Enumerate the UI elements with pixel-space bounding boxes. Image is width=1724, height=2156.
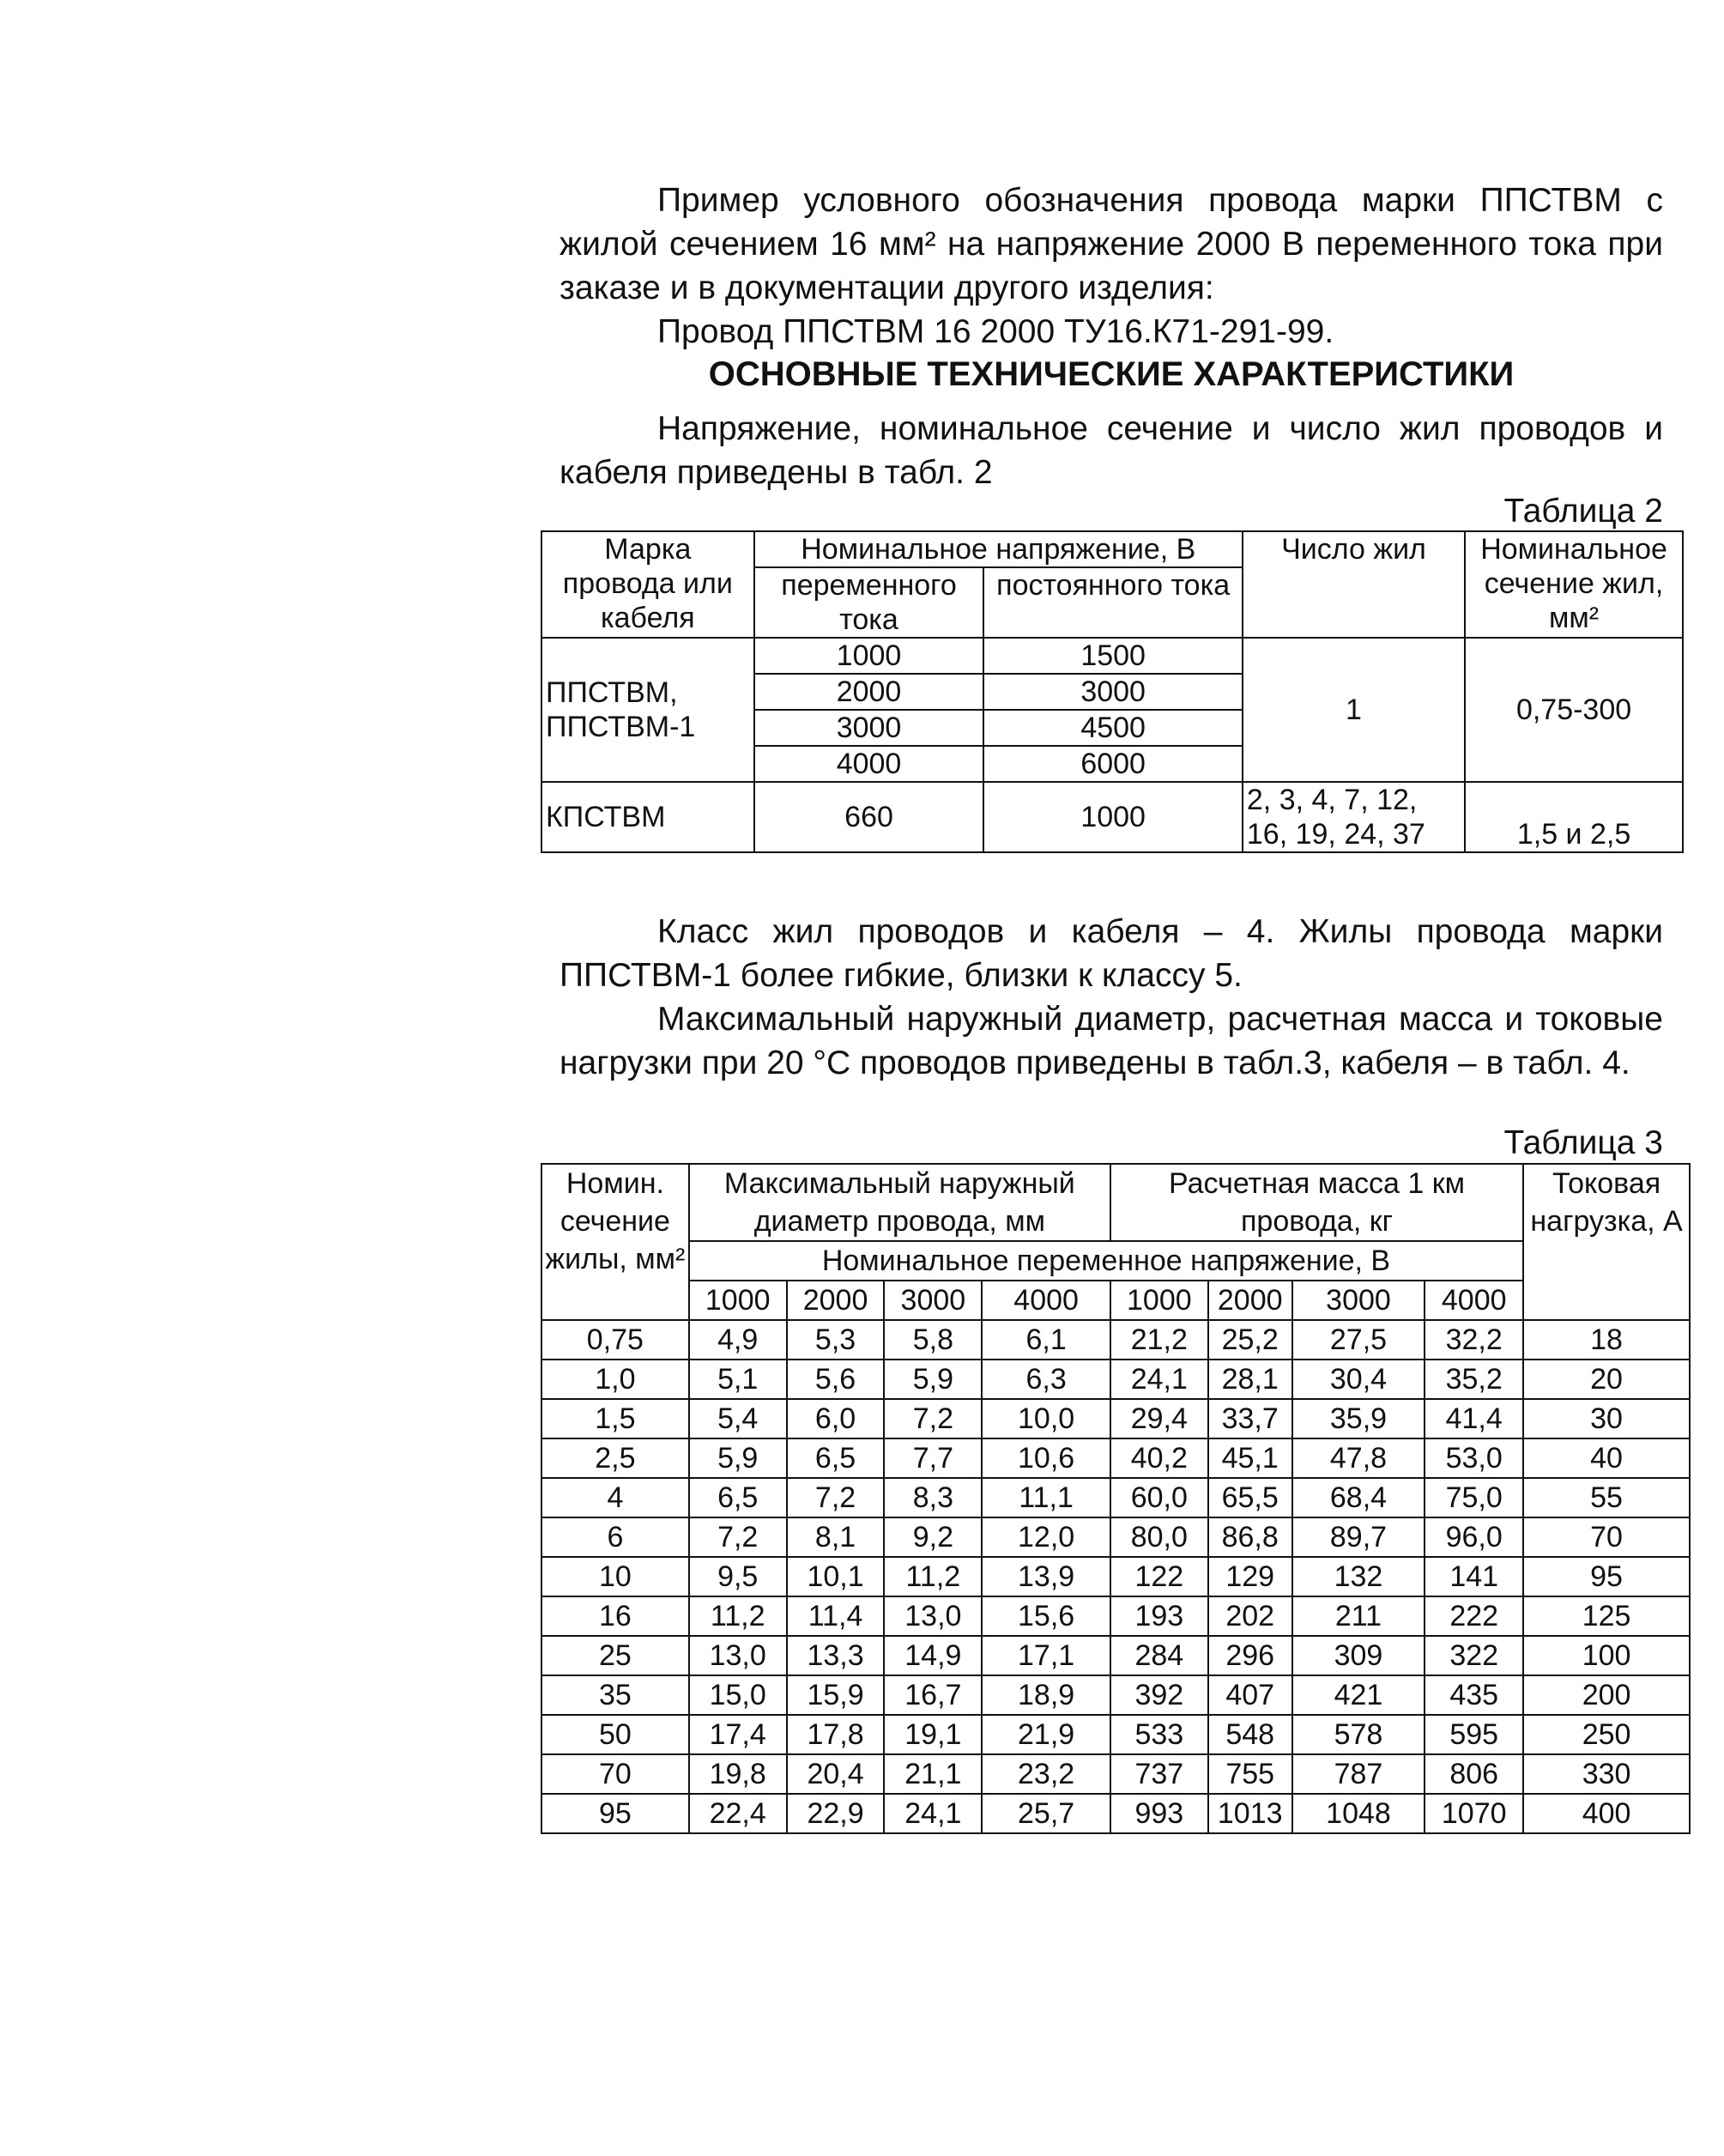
t3-cell-mass-2000: 755 bbox=[1208, 1754, 1292, 1794]
t3-cell-current: 40 bbox=[1523, 1438, 1690, 1478]
t2-head-ac: переменного тока bbox=[754, 567, 984, 638]
t3-cell-current: 30 bbox=[1523, 1399, 1690, 1438]
t3-cell-mass-4000: 41,4 bbox=[1425, 1399, 1523, 1438]
body-text-block bbox=[560, 910, 1663, 1085]
t3-cell-mass-3000: 68,4 bbox=[1292, 1478, 1425, 1517]
t3-cell-current: 200 bbox=[1523, 1675, 1690, 1715]
intro-block bbox=[560, 179, 1663, 354]
t2-cores-ppstvm: 1 bbox=[1243, 638, 1465, 782]
t2-dc-cell: 6000 bbox=[983, 746, 1243, 782]
t3-voltage-1000: 1000 bbox=[1110, 1281, 1208, 1320]
t3-cell-mass-3000: 787 bbox=[1292, 1754, 1425, 1794]
t3-cell-section: 25 bbox=[541, 1636, 689, 1675]
t3-cell-mass-1000: 60,0 bbox=[1110, 1478, 1208, 1517]
t3-cell-current: 70 bbox=[1523, 1517, 1690, 1557]
t3-cell-diam-3000: 11,2 bbox=[884, 1557, 982, 1596]
t3-cell-mass-2000: 1013 bbox=[1208, 1794, 1292, 1833]
t3-cell-diam-2000: 6,5 bbox=[787, 1438, 885, 1478]
t3-head-mass: Расчетная масса 1 км провода, кг bbox=[1110, 1164, 1523, 1241]
t3-cell-mass-3000: 47,8 bbox=[1292, 1438, 1425, 1478]
t3-cell-current: 250 bbox=[1523, 1715, 1690, 1754]
t3-cell-diam-3000: 16,7 bbox=[884, 1675, 982, 1715]
t3-head-diameter: Максимальный наружный диаметр провода, мм bbox=[689, 1164, 1110, 1241]
t3-cell-diam-3000: 24,1 bbox=[884, 1794, 982, 1833]
table3-caption: Таблица 3 bbox=[1503, 1124, 1663, 1161]
t3-cell-mass-1000: 533 bbox=[1110, 1715, 1208, 1754]
t3-cell-mass-4000: 53,0 bbox=[1425, 1438, 1523, 1478]
t3-cell-diam-1000: 15,0 bbox=[689, 1675, 787, 1715]
t3-cell-mass-1000: 80,0 bbox=[1110, 1517, 1208, 1557]
t3-cell-current: 55 bbox=[1523, 1478, 1690, 1517]
table-row bbox=[541, 1478, 1690, 1517]
t3-cell-section: 95 bbox=[541, 1794, 689, 1833]
t3-cell-diam-2000: 5,3 bbox=[787, 1320, 885, 1360]
t3-cell-diam-3000: 7,2 bbox=[884, 1399, 982, 1438]
t3-cell-diam-4000: 10,6 bbox=[982, 1438, 1110, 1478]
t3-cell-section: 2,5 bbox=[541, 1438, 689, 1478]
t3-cell-mass-1000: 24,1 bbox=[1110, 1360, 1208, 1399]
t3-cell-mass-3000: 89,7 bbox=[1292, 1517, 1425, 1557]
t2-dc-cell: 1500 bbox=[983, 638, 1243, 674]
t3-cell-mass-1000: 993 bbox=[1110, 1794, 1208, 1833]
t3-cell-mass-2000: 86,8 bbox=[1208, 1517, 1292, 1557]
t2-dc-cell: 3000 bbox=[983, 674, 1243, 710]
t3-cell-mass-4000: 35,2 bbox=[1425, 1360, 1523, 1399]
t3-cell-mass-1000: 737 bbox=[1110, 1754, 1208, 1794]
table-row bbox=[541, 1794, 1690, 1833]
t3-cell-mass-3000: 578 bbox=[1292, 1715, 1425, 1754]
t3-cell-mass-4000: 75,0 bbox=[1425, 1478, 1523, 1517]
table3-intro: Максимальный наружный диаметр, расчетная масса и токовые нагрузки при 20 °С проводов приведены в табл.3, кабеля – в табл. 4. bbox=[560, 1001, 1663, 1081]
t2-ac-cell: 4000 bbox=[754, 746, 984, 782]
t3-cell-diam-1000: 17,4 bbox=[689, 1715, 787, 1754]
t3-cell-mass-2000: 548 bbox=[1208, 1715, 1292, 1754]
t3-cell-section: 16 bbox=[541, 1596, 689, 1636]
t2-section-ppstvm: 0,75-300 bbox=[1465, 638, 1683, 782]
t2-mark-kpstvm: КПСТВМ bbox=[541, 782, 754, 852]
t3-cell-mass-4000: 595 bbox=[1425, 1715, 1523, 1754]
t3-cell-mass-4000: 32,2 bbox=[1425, 1320, 1523, 1360]
t3-cell-mass-4000: 96,0 bbox=[1425, 1517, 1523, 1557]
t3-cell-diam-2000: 22,9 bbox=[787, 1794, 885, 1833]
t3-cell-diam-1000: 7,2 bbox=[689, 1517, 787, 1557]
t3-cell-section: 6 bbox=[541, 1517, 689, 1557]
t2-section-kpstvm: 1,5 и 2,5 bbox=[1465, 782, 1683, 852]
t3-cell-section: 4 bbox=[541, 1478, 689, 1517]
t3-voltage-2000: 2000 bbox=[787, 1281, 885, 1320]
t3-cell-mass-3000: 30,4 bbox=[1292, 1360, 1425, 1399]
t3-cell-mass-3000: 132 bbox=[1292, 1557, 1425, 1596]
t3-cell-mass-3000: 35,9 bbox=[1292, 1399, 1425, 1438]
t3-cell-diam-1000: 5,9 bbox=[689, 1438, 787, 1478]
table-row bbox=[541, 1596, 1690, 1636]
t3-cell-mass-2000: 25,2 bbox=[1208, 1320, 1292, 1360]
t3-cell-section: 50 bbox=[541, 1715, 689, 1754]
t3-cell-mass-1000: 29,4 bbox=[1110, 1399, 1208, 1438]
t2-dc-cell: 4500 bbox=[983, 710, 1243, 746]
t3-cell-mass-2000: 296 bbox=[1208, 1636, 1292, 1675]
t3-cell-mass-3000: 421 bbox=[1292, 1675, 1425, 1715]
t3-cell-section: 0,75 bbox=[541, 1320, 689, 1360]
t3-cell-diam-2000: 8,1 bbox=[787, 1517, 885, 1557]
t3-cell-diam-1000: 9,5 bbox=[689, 1557, 787, 1596]
t3-cell-mass-2000: 407 bbox=[1208, 1675, 1292, 1715]
t3-cell-mass-4000: 435 bbox=[1425, 1675, 1523, 1715]
t3-cell-mass-2000: 65,5 bbox=[1208, 1478, 1292, 1517]
t3-cell-current: 95 bbox=[1523, 1557, 1690, 1596]
t3-cell-current: 100 bbox=[1523, 1636, 1690, 1675]
t3-cell-diam-3000: 13,0 bbox=[884, 1596, 982, 1636]
section-title: ОСНОВНЫЕ ТЕХНИЧЕСКИЕ ХАРАКТЕРИСТИКИ bbox=[708, 355, 1515, 393]
t3-cell-section: 1,0 bbox=[541, 1360, 689, 1399]
t3-body bbox=[541, 1320, 1690, 1833]
t2-ac-kpstvm: 660 bbox=[754, 782, 984, 852]
t3-cell-diam-3000: 7,7 bbox=[884, 1438, 982, 1478]
t3-cell-diam-4000: 15,6 bbox=[982, 1596, 1110, 1636]
t3-cell-diam-2000: 17,8 bbox=[787, 1715, 885, 1754]
t3-cell-mass-2000: 45,1 bbox=[1208, 1438, 1292, 1478]
table-row bbox=[541, 1754, 1690, 1794]
table2-intro: Напряжение, номинальное сечение и число жил проводов и кабеля приведены в табл. 2 bbox=[560, 410, 1663, 491]
table-row bbox=[541, 1675, 1690, 1715]
t3-cell-diam-4000: 18,9 bbox=[982, 1675, 1110, 1715]
t3-voltage-2000: 2000 bbox=[1208, 1281, 1292, 1320]
t3-cell-current: 400 bbox=[1523, 1794, 1690, 1833]
t3-cell-diam-2000: 20,4 bbox=[787, 1754, 885, 1794]
t3-voltage-1000: 1000 bbox=[689, 1281, 787, 1320]
table-row bbox=[541, 1557, 1690, 1596]
t3-cell-section: 10 bbox=[541, 1557, 689, 1596]
t3-head-voltage: Номинальное переменное напряжение, В bbox=[689, 1241, 1523, 1281]
t2-cores-kpstvm: 2, 3, 4, 7, 12, 16, 19, 24, 37 bbox=[1243, 782, 1465, 852]
t3-cell-mass-3000: 309 bbox=[1292, 1636, 1425, 1675]
table-row bbox=[541, 1399, 1690, 1438]
t3-cell-mass-3000: 1048 bbox=[1292, 1794, 1425, 1833]
t2-head-mark: Марка провода или кабеля bbox=[541, 531, 754, 638]
t2-head-section: Номинальное сечение жил, мм² bbox=[1465, 531, 1683, 638]
t3-cell-diam-2000: 7,2 bbox=[787, 1478, 885, 1517]
t3-cell-mass-4000: 141 bbox=[1425, 1557, 1523, 1596]
example-paragraph: Пример условного обозначения провода марки ППСТВМ с жилой сечением 16 мм² на напряжение 2000 В переменного тока при заказе и в документации другого изделия: bbox=[560, 182, 1663, 306]
t3-head-section: Номин. сечение жилы, мм² bbox=[541, 1164, 689, 1320]
t3-cell-mass-1000: 392 bbox=[1110, 1675, 1208, 1715]
t3-cell-diam-3000: 21,1 bbox=[884, 1754, 982, 1794]
t3-cell-mass-2000: 129 bbox=[1208, 1557, 1292, 1596]
t3-cell-diam-2000: 13,3 bbox=[787, 1636, 885, 1675]
t2-ac-cell: 1000 bbox=[754, 638, 984, 674]
class-paragraph: Класс жил проводов и кабеля – 4. Жилы провода марки ППСТВМ-1 более гибкие, близки к классу 5. bbox=[560, 913, 1663, 994]
t2-ac-cell: 2000 bbox=[754, 674, 984, 710]
t3-cell-mass-3000: 211 bbox=[1292, 1596, 1425, 1636]
t3-cell-current: 125 bbox=[1523, 1596, 1690, 1636]
t3-cell-diam-1000: 4,9 bbox=[689, 1320, 787, 1360]
t3-cell-diam-4000: 21,9 bbox=[982, 1715, 1110, 1754]
t2-head-voltage: Номинальное напряжение, В bbox=[754, 531, 1243, 567]
t3-cell-diam-4000: 23,2 bbox=[982, 1754, 1110, 1794]
t3-voltage-3000: 3000 bbox=[1292, 1281, 1425, 1320]
t3-cell-diam-1000: 5,1 bbox=[689, 1360, 787, 1399]
t3-cell-mass-4000: 222 bbox=[1425, 1596, 1523, 1636]
t3-cell-diam-1000: 13,0 bbox=[689, 1636, 787, 1675]
t3-cell-current: 18 bbox=[1523, 1320, 1690, 1360]
table-row bbox=[541, 1715, 1690, 1754]
table2-caption: Таблица 2 bbox=[1503, 493, 1663, 530]
t3-cell-mass-2000: 33,7 bbox=[1208, 1399, 1292, 1438]
t3-cell-mass-4000: 322 bbox=[1425, 1636, 1523, 1675]
table-row bbox=[541, 1517, 1690, 1557]
table-3 bbox=[541, 1163, 1691, 1834]
t3-cell-diam-1000: 11,2 bbox=[689, 1596, 787, 1636]
t3-cell-diam-3000: 14,9 bbox=[884, 1636, 982, 1675]
table-row bbox=[541, 1360, 1690, 1399]
t2-ac-cell: 3000 bbox=[754, 710, 984, 746]
t3-cell-mass-4000: 1070 bbox=[1425, 1794, 1523, 1833]
t3-head-current: Токовая нагрузка, А bbox=[1523, 1164, 1690, 1320]
t3-cell-mass-4000: 806 bbox=[1425, 1754, 1523, 1794]
t3-cell-diam-4000: 11,1 bbox=[982, 1478, 1110, 1517]
t3-cell-section: 1,5 bbox=[541, 1399, 689, 1438]
t3-cell-mass-1000: 193 bbox=[1110, 1596, 1208, 1636]
t3-voltage-4000: 4000 bbox=[1425, 1281, 1523, 1320]
t3-cell-diam-4000: 25,7 bbox=[982, 1794, 1110, 1833]
t3-cell-mass-3000: 27,5 bbox=[1292, 1320, 1425, 1360]
t3-cell-current: 330 bbox=[1523, 1754, 1690, 1794]
t3-cell-diam-3000: 5,8 bbox=[884, 1320, 982, 1360]
table-row bbox=[541, 1636, 1690, 1675]
t3-cell-diam-1000: 6,5 bbox=[689, 1478, 787, 1517]
t3-cell-mass-1000: 40,2 bbox=[1110, 1438, 1208, 1478]
t3-cell-diam-4000: 12,0 bbox=[982, 1517, 1110, 1557]
t3-cell-mass-1000: 122 bbox=[1110, 1557, 1208, 1596]
t2-dc-kpstvm: 1000 bbox=[983, 782, 1243, 852]
table-2 bbox=[541, 530, 1684, 853]
t3-cell-mass-1000: 21,2 bbox=[1110, 1320, 1208, 1360]
t3-cell-diam-4000: 6,3 bbox=[982, 1360, 1110, 1399]
t3-cell-diam-1000: 22,4 bbox=[689, 1794, 787, 1833]
t3-cell-current: 20 bbox=[1523, 1360, 1690, 1399]
t3-cell-diam-2000: 10,1 bbox=[787, 1557, 885, 1596]
t3-cell-diam-2000: 5,6 bbox=[787, 1360, 885, 1399]
t3-cell-section: 70 bbox=[541, 1754, 689, 1794]
t3-cell-diam-2000: 15,9 bbox=[787, 1675, 885, 1715]
t3-cell-diam-2000: 11,4 bbox=[787, 1596, 885, 1636]
t3-cell-section: 35 bbox=[541, 1675, 689, 1715]
t3-cell-diam-4000: 17,1 bbox=[982, 1636, 1110, 1675]
table-row bbox=[541, 1438, 1690, 1478]
t3-cell-diam-3000: 8,3 bbox=[884, 1478, 982, 1517]
t3-cell-diam-1000: 19,8 bbox=[689, 1754, 787, 1794]
t3-cell-diam-4000: 10,0 bbox=[982, 1399, 1110, 1438]
t3-cell-mass-2000: 28,1 bbox=[1208, 1360, 1292, 1399]
t3-cell-diam-4000: 6,1 bbox=[982, 1320, 1110, 1360]
t3-cell-diam-3000: 9,2 bbox=[884, 1517, 982, 1557]
t2-mark-ppstvm: ППСТВМ, ППСТВМ-1 bbox=[541, 638, 754, 782]
t2-head-cores: Число жил bbox=[1243, 531, 1465, 638]
t2-head-dc: постоянного тока bbox=[983, 567, 1243, 638]
t3-cell-mass-2000: 202 bbox=[1208, 1596, 1292, 1636]
t3-cell-diam-4000: 13,9 bbox=[982, 1557, 1110, 1596]
t3-cell-diam-3000: 5,9 bbox=[884, 1360, 982, 1399]
t3-cell-diam-1000: 5,4 bbox=[689, 1399, 787, 1438]
t3-cell-diam-3000: 19,1 bbox=[884, 1715, 982, 1754]
t3-cell-mass-1000: 284 bbox=[1110, 1636, 1208, 1675]
t3-voltage-3000: 3000 bbox=[884, 1281, 982, 1320]
designation-line: Провод ППСТВМ 16 2000 ТУ16.К71-291-99. bbox=[657, 313, 1334, 350]
t3-voltage-4000: 4000 bbox=[982, 1281, 1110, 1320]
table-row bbox=[541, 1320, 1690, 1360]
t3-cell-diam-2000: 6,0 bbox=[787, 1399, 885, 1438]
